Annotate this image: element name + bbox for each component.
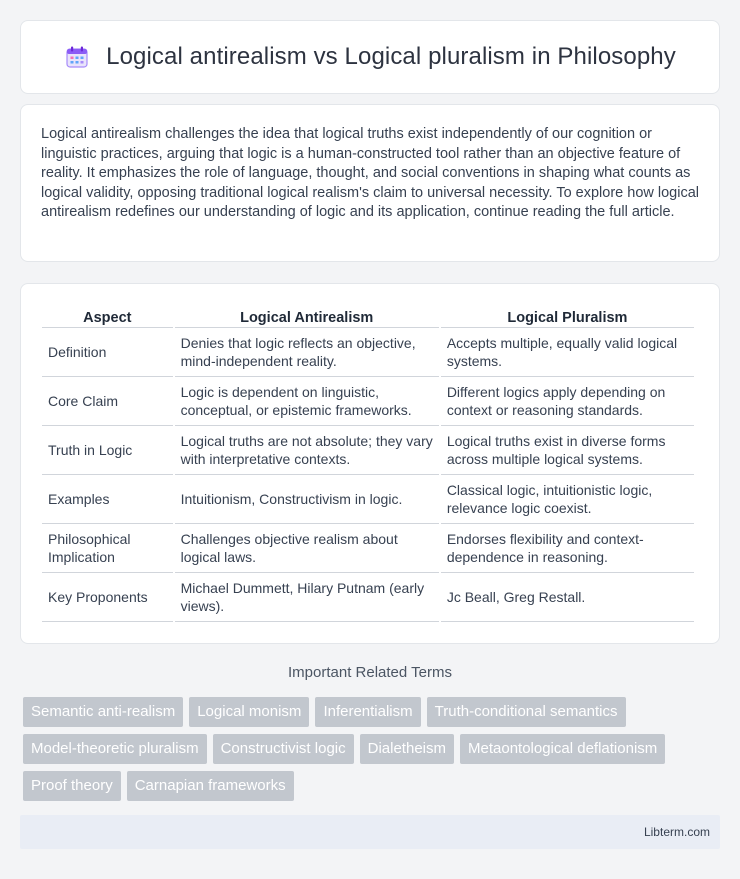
header-card <box>20 20 720 94</box>
cell-pluralism: Endorses flexibility and context-dependence in reasoning. <box>441 524 694 573</box>
related-term-tag[interactable]: Metaontological deflationism <box>460 734 665 764</box>
related-terms-title: Important Related Terms <box>288 664 452 681</box>
related-term-tag[interactable]: Constructivist logic <box>213 734 354 764</box>
calendar-icon <box>64 44 90 70</box>
related-term-tag[interactable]: Dialetheism <box>360 734 454 764</box>
footer-site-link[interactable]: Libterm.com <box>643 825 710 839</box>
cell-pluralism: Classical logic, intuitionistic logic, relevance logic coexist. <box>441 475 694 524</box>
table-row <box>42 426 694 475</box>
comparison-card <box>20 283 720 644</box>
table-row <box>42 524 694 573</box>
footer <box>20 815 720 849</box>
header <box>64 43 676 71</box>
related-term-tag[interactable]: Inferentialism <box>315 697 420 727</box>
cell-aspect: Examples <box>42 475 173 524</box>
related-term-tag[interactable]: Logical monism <box>189 697 309 727</box>
cell-antirealism: Intuitionism, Constructivism in logic. <box>175 475 439 524</box>
cell-aspect: Definition <box>42 328 173 377</box>
cell-pluralism: Jc Beall, Greg Restall. <box>441 573 694 622</box>
cell-antirealism: Logic is dependent on linguistic, conceptual, or epistemic frameworks. <box>175 377 439 426</box>
intro-card <box>20 104 720 262</box>
cell-antirealism: Denies that logic reflects an objective, mind-independent reality. <box>175 328 439 377</box>
table-row <box>42 475 694 524</box>
cell-antirealism: Michael Dummett, Hilary Putnam (early views). <box>175 573 439 622</box>
cell-aspect: Key Proponents <box>42 573 173 622</box>
table-header-row <box>42 305 694 328</box>
related-term-tag[interactable]: Model-theoretic pluralism <box>23 734 207 764</box>
related-term-tag[interactable]: Proof theory <box>23 771 121 801</box>
header-logical-pluralism: Logical Pluralism <box>441 305 694 328</box>
related-term-tag[interactable]: Truth-conditional semantics <box>427 697 626 727</box>
table-row <box>42 328 694 377</box>
table-row <box>42 573 694 622</box>
intro-text: Logical antirealism challenges the idea that logical truths exist independently of our cognition or linguistic practices, arguing that logic is a human-constructed tool rather than an objective feature of reality. It emphasizes the role of language, thought, and social conventions in shaping what counts as logical validity, opposing traditional logical realism's claim to universal necessity. To explore how logical antirealism redefines our understanding of logic and its application, continue reading the full article. <box>41 126 700 221</box>
related-term-tag[interactable]: Semantic anti-realism <box>23 697 183 727</box>
cell-aspect: Core Claim <box>42 377 173 426</box>
header-aspect: Aspect <box>42 305 173 328</box>
cell-aspect: Truth in Logic <box>42 426 173 475</box>
cell-pluralism: Accepts multiple, equally valid logical systems. <box>441 328 694 377</box>
cell-pluralism: Different logics apply depending on context or reasoning standards. <box>441 377 694 426</box>
cell-pluralism: Logical truths exist in diverse forms across multiple logical systems. <box>441 426 694 475</box>
cell-antirealism: Challenges objective realism about logical laws. <box>175 524 439 573</box>
table-row <box>42 377 694 426</box>
comparison-table <box>40 305 696 622</box>
cell-antirealism: Logical truths are not absolute; they vary with interpretative contexts. <box>175 426 439 475</box>
related-terms-list <box>23 697 723 801</box>
related-term-tag[interactable]: Carnapian frameworks <box>127 771 294 801</box>
cell-aspect: Philosophical Implication <box>42 524 173 573</box>
header-logical-antirealism: Logical Antirealism <box>175 305 439 328</box>
page-title: Logical antirealism vs Logical pluralism in Philosophy <box>106 43 676 70</box>
